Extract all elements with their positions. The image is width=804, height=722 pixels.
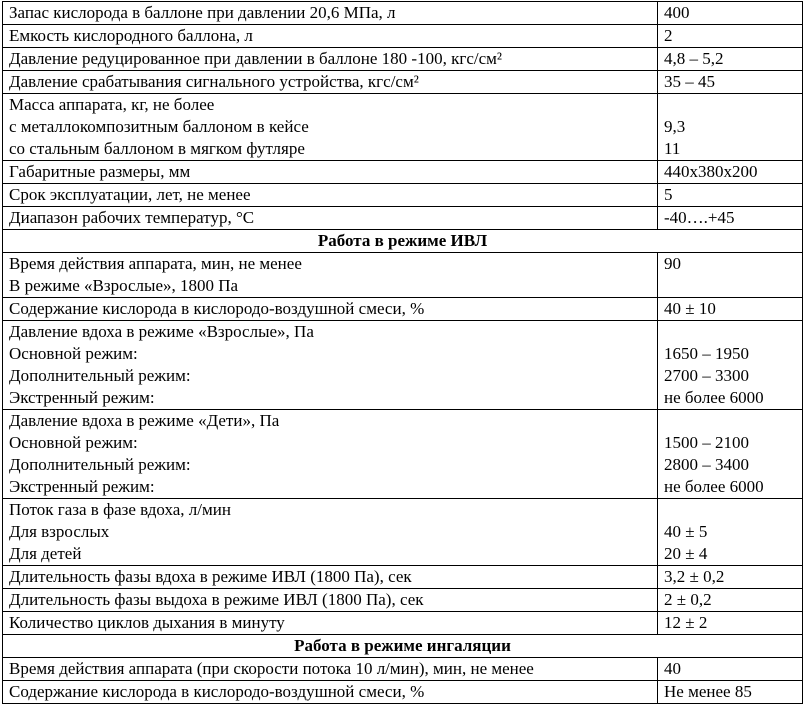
table-row xyxy=(3,499,803,566)
value-line: 2700 – 3300 xyxy=(664,366,749,385)
value-line: 40 ± 10 xyxy=(664,299,716,318)
parameter-cell xyxy=(3,612,658,635)
parameter-line: Дополнительный режим: xyxy=(9,455,191,474)
value-line xyxy=(664,94,796,116)
table-row xyxy=(3,321,803,410)
parameter-cell xyxy=(3,499,658,566)
table-row xyxy=(3,2,803,25)
parameter-line: Количество циклов дыхания в минуту xyxy=(9,613,285,632)
parameter-line: со стальным баллоном в мягком футляре xyxy=(9,139,305,158)
parameter-cell xyxy=(3,184,658,207)
table-row xyxy=(3,410,803,499)
value-cell xyxy=(658,2,803,25)
parameter-cell xyxy=(3,207,658,230)
section-title: Работа в режиме ингаляции xyxy=(3,635,803,658)
table-row xyxy=(3,566,803,589)
parameter-line: Давление вдоха в режиме «Взрослые», Па xyxy=(9,322,314,341)
value-cell xyxy=(658,321,803,410)
parameter-cell xyxy=(3,2,658,25)
value-line: Не менее 85 xyxy=(664,682,752,701)
parameter-cell xyxy=(3,161,658,184)
parameter-cell xyxy=(3,681,658,704)
value-line: 20 ± 4 xyxy=(664,544,708,563)
parameter-line: Экстренный режим: xyxy=(9,477,155,496)
value-cell xyxy=(658,410,803,499)
value-line: 11 xyxy=(664,139,681,158)
table-row xyxy=(3,48,803,71)
value-cell xyxy=(658,207,803,230)
table-row xyxy=(3,612,803,635)
parameter-cell xyxy=(3,298,658,321)
value-cell xyxy=(658,298,803,321)
parameter-cell xyxy=(3,94,658,161)
value-line: 1650 – 1950 xyxy=(664,344,749,363)
value-line xyxy=(664,321,796,343)
parameter-cell xyxy=(3,253,658,298)
parameter-cell xyxy=(3,410,658,499)
specifications-table xyxy=(2,1,803,704)
table-row xyxy=(3,184,803,207)
value-line: 1500 – 2100 xyxy=(664,433,749,452)
parameter-line: В режиме «Взрослые», 1800 Па xyxy=(9,276,239,295)
value-line: 3,2 ± 0,2 xyxy=(664,567,725,586)
table-row xyxy=(3,25,803,48)
parameter-line: Срок эксплуатации, лет, не менее xyxy=(9,185,251,204)
parameter-cell xyxy=(3,589,658,612)
parameter-cell xyxy=(3,658,658,681)
value-line: 9,3 xyxy=(664,117,686,136)
value-line: 4,8 – 5,2 xyxy=(664,49,724,68)
value-line: 12 ± 2 xyxy=(664,613,708,632)
table-row xyxy=(3,71,803,94)
value-line: 400 xyxy=(664,3,690,22)
value-line: 440х380х200 xyxy=(664,162,758,181)
parameter-line: Для взрослых xyxy=(9,522,110,541)
parameter-line: Поток газа в фазе вдоха, л/мин xyxy=(9,500,231,519)
value-line: 5 xyxy=(664,185,673,204)
parameter-line: Экстренный режим: xyxy=(9,388,155,407)
value-line xyxy=(664,499,796,521)
value-line xyxy=(664,275,796,297)
parameter-line: Запас кислорода в баллоне при давлении 20,6 МПа, л xyxy=(9,3,396,22)
value-cell xyxy=(658,25,803,48)
value-cell xyxy=(658,48,803,71)
parameter-line: Для детей xyxy=(9,544,82,563)
parameter-line: Время действия аппарата, мин, не менее xyxy=(9,254,302,273)
table-row xyxy=(3,94,803,161)
section-header-row xyxy=(3,635,803,658)
section-title: Работа в режиме ИВЛ xyxy=(3,230,803,253)
value-line: 2800 – 3400 xyxy=(664,455,749,474)
parameter-line: с металлокомпозитным баллоном в кейсе xyxy=(9,117,309,136)
parameter-cell xyxy=(3,48,658,71)
table-row xyxy=(3,298,803,321)
value-cell xyxy=(658,184,803,207)
parameter-line: Основной режим: xyxy=(9,433,138,452)
table-row xyxy=(3,161,803,184)
value-line: не более 6000 xyxy=(664,388,764,407)
table-row xyxy=(3,658,803,681)
table-row xyxy=(3,681,803,704)
value-line: 90 xyxy=(664,254,681,273)
parameter-line: Емкость кислородного баллона, л xyxy=(9,26,253,45)
parameter-line: Масса аппарата, кг, не более xyxy=(9,95,215,114)
value-cell xyxy=(658,681,803,704)
table-row xyxy=(3,253,803,298)
value-cell xyxy=(658,71,803,94)
parameter-line: Время действия аппарата (при скорости потока 10 л/мин), мин, не менее xyxy=(9,659,534,678)
value-cell xyxy=(658,253,803,298)
value-cell xyxy=(658,499,803,566)
section-header-row xyxy=(3,230,803,253)
value-cell xyxy=(658,94,803,161)
value-line: 2 xyxy=(664,26,673,45)
parameter-line: Длительность фазы вдоха в режиме ИВЛ (1800 Па), сек xyxy=(9,567,412,586)
table-row xyxy=(3,207,803,230)
parameter-cell xyxy=(3,25,658,48)
value-line: 2 ± 0,2 xyxy=(664,590,712,609)
parameter-cell xyxy=(3,321,658,410)
parameter-line: Давление вдоха в режиме «Дети», Па xyxy=(9,411,280,430)
parameter-line: Габаритные размеры, мм xyxy=(9,162,191,181)
parameter-line: Диапазон рабочих температур, °С xyxy=(9,208,255,227)
value-cell xyxy=(658,566,803,589)
value-cell xyxy=(658,612,803,635)
parameter-line: Основной режим: xyxy=(9,344,138,363)
table-row xyxy=(3,589,803,612)
parameter-line: Содержание кислорода в кислородо-воздушной смеси, % xyxy=(9,682,425,701)
value-line: 35 – 45 xyxy=(664,72,715,91)
value-line: 40 ± 5 xyxy=(664,522,708,541)
value-cell xyxy=(658,161,803,184)
parameter-line: Давление редуцированное при давлении в баллоне 180 -100, кгс/см² xyxy=(9,49,502,68)
value-cell xyxy=(658,658,803,681)
parameter-cell xyxy=(3,566,658,589)
value-line: 40 xyxy=(664,659,681,678)
parameter-line: Длительность фазы выдоха в режиме ИВЛ (1800 Па), сек xyxy=(9,590,424,609)
value-cell xyxy=(658,589,803,612)
specifications-table-body xyxy=(3,2,803,704)
value-line xyxy=(664,410,796,432)
parameter-line: Дополнительный режим: xyxy=(9,366,191,385)
value-line: не более 6000 xyxy=(664,477,764,496)
value-line: -40….+45 xyxy=(664,208,735,227)
parameter-cell xyxy=(3,71,658,94)
parameter-line: Содержание кислорода в кислородо-воздушной смеси, % xyxy=(9,299,425,318)
parameter-line: Давление срабатывания сигнального устройства, кгс/см² xyxy=(9,72,419,91)
